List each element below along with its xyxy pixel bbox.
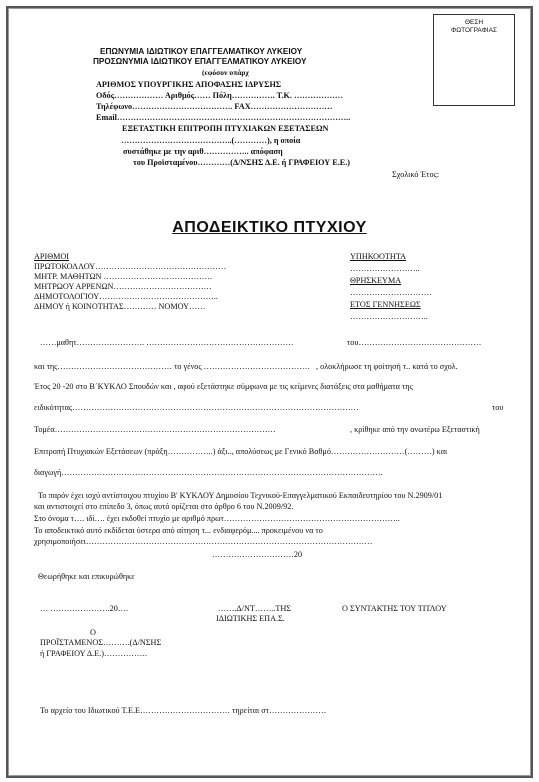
header-committee: ΕΞΕΤΑΣΤΙΚΗ ΕΠΙΤΡΟΠΗ ΠΤΥΧΙΑΚΩΝ ΕΞΕΤΑΣΕΩΝ [122, 124, 329, 133]
directorate-line: …….Δ/ΝΤ……..ΤΗΣ [218, 604, 292, 613]
author-label: Ο ΣΥΝΤΑΚΤΗΣ ΤΟΥ ΤΙΤΛΟΥ [342, 604, 447, 613]
header-line3: (εφόσον υπάρχ [202, 68, 249, 77]
header-phone-fax: Τηλέφωνο………………………………. FAX………………………… [96, 102, 333, 111]
head-line1: ΠΡΟΪΣΤΑΜΕΝΟΣ……….(Δ/ΝΣΗΣ [40, 638, 162, 647]
specialty-line: ειδικότητας…………………………………………………………………………………………… [34, 403, 359, 412]
document-title: ΑΠΟΔΕΙΚΤΙΚΟ ΠΤΥΧΙΟΥ [172, 219, 367, 236]
level-text: και αντιστοιχεί στο επίπεδο 3, όπως αυτό ορίζεται στο άρθρο 6 του Ν.2009/92. [34, 502, 294, 511]
male-registry-field: ΜΗΤΡΩΟΥ ΑΡΡΕΝΩΝ……………………………… [34, 282, 212, 291]
religion-label: ΘΡΗΣΚΕΥΜΑ [350, 276, 402, 285]
photo-placeholder-box [433, 14, 515, 106]
birth-year-label: ΕΤΟΣ ΓΕΝΝΗΣΕΩΣ [350, 300, 421, 309]
footer-date-line: … ………………….20…. [40, 604, 129, 613]
exam-year-line [34, 382, 506, 392]
directorate-epa: ΙΔΙΩΤΙΚΗΣ ΕΠΑ.Σ. [216, 614, 285, 623]
certified-label: Θεωρήθηκε και επικυρώθηκε [38, 572, 135, 581]
header-address: Οδός……………… Αριθμός…… Πόλη……………. Τ.Κ. ……………… [96, 91, 344, 100]
degree-issued-line: Στο όνομα τ…. ιδί…. έχει εκδοθεί πτυχίο με αριθμό πρωτ……………………………………………………….. [34, 514, 400, 523]
completion-text: , ολοκλήρωσε τη φοίτησή τ.. κατά το σχολ. [316, 362, 458, 371]
specialty-of: του [492, 403, 504, 412]
exam-year-text: Έτος 20 -20 στο Β΄ΚΥΚΛΟ Σπουδών και , αφού εξετάστηκε σύμφωνα με τις κείμενες διατάξεις στα μαθήματα της [34, 382, 413, 391]
use-line: χρησιμοποιήσει…………………………………………………………………………………………… [34, 537, 373, 546]
place-date-line: …………………………20 [212, 550, 303, 559]
protocol-field: ΠΡΩΤΟΚΟΛΛΟΥ………………………………………… [34, 262, 227, 271]
header-director: του Προϊσταμένου…………(Δ/ΝΣΗΣ Δ.Ε. ή ΓΡΑΦΕΙΟΥ Ε.Ε.) [133, 158, 350, 167]
judged-text: , κρίθηκε από την ανωτέρω Εξεταστική [350, 425, 480, 434]
grade-line: Επιτροπή Πτυχιακών Εξετάσεων (πράξη……………..) άξι.., απολύσεως με Γενικό Βαθμό………………………(………) και [34, 447, 448, 456]
head-line2: ή ΓΡΑΦΕΙΟΥ Δ.Ε.)……………. [40, 649, 147, 658]
photo-label [434, 19, 514, 35]
archive-line: Το αρχείο του Ιδιωτικού Τ.Ε.Ε…………………………… τηρείται στ………………… [40, 706, 327, 715]
father-name-line: του……………………………………… [347, 338, 482, 347]
photo-label-line2: ΦΩΤΟΓΡΑΦΙΑΣ [451, 27, 497, 34]
school-year-label: Σχολικό Έτος: [392, 170, 440, 179]
header-line1: ΕΠΩΝΥΜΙΑ ΙΔΙΩΤΙΚΟΥ ΕΠΑΓΓΕΛΜΑΤΙΚΟΥ ΛΥΚΕΙΟΥ [100, 47, 303, 56]
header-committee-name: …………………………………..(…………), η οποία [121, 136, 301, 145]
header-line4: ΑΡΙΘΜΟΣ ΥΠΟΥΡΓΙΚΗΣ ΑΠΟΦΑΣΗΣ ΙΔΡΥΣΗΣ [96, 80, 282, 89]
header-line2: ΠΡΟΣΩΝΥΜΙΑ ΙΔΙΩΤΙΚΟΥ ΕΠΑΓΓΕΛΜΑΤΙΚΟΥ ΛΥΚΕΙΟΥ [93, 57, 307, 66]
religion-dots: ………………………… [350, 288, 432, 297]
header-decision: συστάθηκε με την αριθ…………….. απόφαση [123, 147, 283, 156]
citizenship-label: ΥΠΗΚΟΟΤΗΤΑ [350, 252, 407, 261]
student-name-line: ……μαθητ……………………. ……………………………………………… [40, 338, 294, 347]
municipality-prefecture-field: ΔΗΜΟΥ ή ΚΟΙΝΟΤΗΤΑΣ………… ΝΟΜΟΥ…… [34, 302, 206, 311]
numbers-label: ΑΡΙΘΜΟΙ [34, 252, 70, 261]
validity-text: Το παρόν έχει ισχύ αντίστοιχου πτυχίου Β' ΚΥΚΛΟΥ Δημοσίου Τεχνικού-Επαγγελματικού Εκπαιδευτηρίου του Ν.2909/01 [38, 491, 443, 500]
student-registry-field: ΜΗΤΡ. ΜΑΘΗΤΩΝ …………………………………. [34, 272, 213, 281]
header-email: Email………………………………………………………………………….. [96, 113, 351, 122]
issued-upon-request: Το αποδεικτικό αυτό εκδίδεται ύστερα από αίτηση τ... ενδιαφερόμ.... προκειμένου να το [34, 526, 323, 535]
birth-year-dots: ……………………….. [350, 312, 428, 321]
head-o: Ο [90, 628, 96, 637]
municipal-registry-field: ΔΗΜΟΤΟΛΟΓΙΟΥ…………………………………….. [34, 292, 218, 301]
citizenship-dots: …………………….. [350, 264, 420, 273]
photo-label-line1: ΘΕΣΗ [464, 19, 484, 26]
conduct-line: διαγωγή………………………………………………………………………………………………………. [34, 468, 383, 477]
sector-line: Τομέα……………………………………………………………………… [34, 425, 276, 434]
mother-name-line: και της…………………………………… το γένος ………………………………… [34, 362, 311, 371]
